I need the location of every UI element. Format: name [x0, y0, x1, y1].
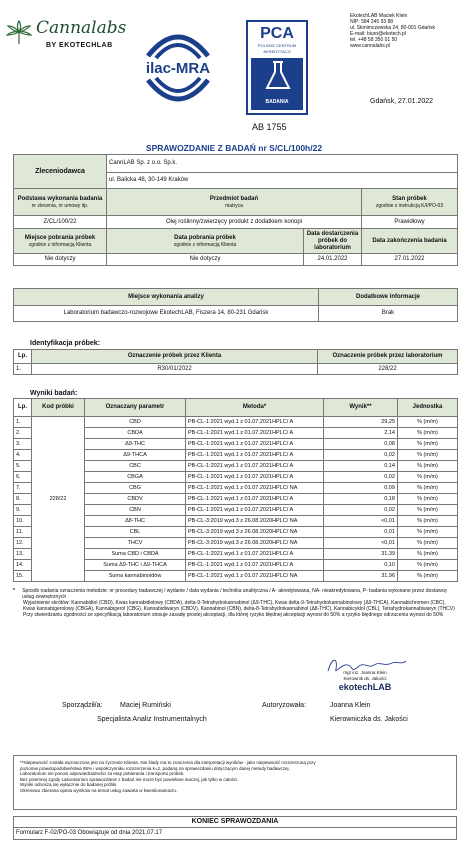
prepared-title: Specjalista Analiz Instrumentalnych [97, 716, 207, 723]
results-table [13, 398, 458, 582]
row-result: 0,02 [324, 450, 398, 461]
row-lp: 9. [14, 505, 32, 516]
row-result: 0,08 [324, 439, 398, 450]
row-result: 31,96 [324, 571, 398, 582]
extra-info-label: Dodatkowe informacje [319, 289, 458, 306]
id-col-lab: Oznaczenie próbek przez laboratorium [318, 350, 458, 364]
disclaimer-line: Bez pisemnej zgody Laboratorium sprawozdanie z badań nie może być powielane inaczej, jak tylko w całości. [20, 776, 239, 782]
row-lp: 12. [14, 538, 32, 549]
client-label: Zleceniodawca [14, 155, 107, 189]
row-method: PB-CL-3:2019 wyd.3 z 26.08.2020HPLC/ NA [186, 538, 324, 549]
res-col-unit: Jednostka [398, 399, 458, 417]
ab-number: AB 1755 [252, 122, 287, 132]
row-unit: % (m/m) [398, 461, 458, 472]
analysis-place-label: Miejsce wykonania analizy [14, 289, 319, 306]
row-param: Suma kannabinoidów [85, 571, 186, 582]
row-unit: % (m/m) [398, 450, 458, 461]
row-param: Δ9-THCA [85, 450, 186, 461]
end-date-label: Data zakończenia badania [362, 229, 458, 254]
row-param: Δ8-THC [85, 516, 186, 527]
disclaimer-box [13, 755, 457, 810]
row-method: PB-CL-1:2021 wyd.1 z 01.07.2021HPLC/ NA [186, 483, 324, 494]
report-title: SPRAWOZDANIE Z BADAŃ nr S/CL/100h/22 [145, 143, 323, 153]
row-unit: % (m/m) [398, 428, 458, 439]
row-method: PB-CL-1:2021 wyd.1 z 01.07.2021HPLC/ A [186, 428, 324, 439]
sample-code: 228/22 [32, 417, 85, 582]
sampling-date-value: Nie dotyczy [107, 254, 304, 266]
disclaimer-line: Laboratorium nie ponosi odpowiedzialności za etap pobierania i transportu próbek. [20, 771, 185, 776]
row-result: 0,18 [324, 494, 398, 505]
basis-value: Z/CL/100/22 [14, 216, 107, 229]
row-param: Suma CBD i CBDA [85, 549, 186, 560]
row-lp: 4. [14, 450, 32, 461]
pca-badania-text: BADANIA [265, 99, 289, 105]
row-result: 0,09 [324, 483, 398, 494]
end-text: KONIEC SPRAWOZDANIA [191, 818, 279, 825]
stamp-line2: Kierownik ds. Jakości [343, 676, 387, 681]
authorized-label: Autoryzowała: [262, 702, 306, 709]
company-line: E-mail: biuro@ekotech.pl [350, 31, 406, 37]
id-col-client: Oznaczenie próbek przez Klienta [32, 350, 318, 364]
row-method: PB-CL-1:2021 wyd.1 z 01.07.2021HPLC/ A [186, 417, 324, 428]
row-param: CBN [85, 505, 186, 516]
basis-label: Podstawa wykonania badania [17, 195, 103, 202]
analysis-place-value: Laboratorium badawczo-rozwojowe EkotechLAB, Fiszera 14, 80-231 Gdańsk [14, 306, 319, 322]
pca-sub2: AKREDYTACJI [263, 49, 291, 54]
row-unit: % (m/m) [398, 571, 458, 582]
res-col-lp: Lp. [14, 399, 32, 417]
row-param: Δ9-THC [85, 439, 186, 450]
state-sub: zgodnie z instrukcją K/I/PO-03 [375, 202, 444, 209]
subject-value: Olej roślinny/zwierzęcy produkt z dodatkiem konopi [107, 216, 362, 229]
row-lp: 7. [14, 483, 32, 494]
row-result: <0,01 [324, 538, 398, 549]
disclaimer-line: Wyniki odnoszą się wyłącznie do badanej próbki. [20, 782, 118, 787]
subject-label: Przedmiot badań [209, 195, 259, 202]
company-line: NIP: 584 245 93 88 [350, 19, 394, 25]
id-col-lp: Lp. [14, 350, 32, 364]
ilac-mra-logo [138, 18, 218, 118]
table-row [14, 417, 458, 428]
disclaimer-line: Okresowo zbierana opinia wyników na temat usług zawarta w kwestionariuszu. [20, 787, 178, 793]
signature-stamp [320, 655, 410, 697]
row-unit: % (m/m) [398, 527, 458, 538]
identification-title: Identyfikacja próbek: [30, 340, 101, 347]
row-param: CBG [85, 483, 186, 494]
row-lp: 14. [14, 560, 32, 571]
delivery-date-value: 24.01.2022 [304, 254, 362, 266]
row-param: Suma Δ9-THC i Δ9-THCA [85, 560, 186, 571]
company-line: tel. +48 58 350 01 50 [350, 37, 398, 43]
row-lp: 2. [14, 428, 32, 439]
row-method: PB-CL-1:2021 wyd.1 z 01.07.2021HPLC/ NA [186, 571, 324, 582]
state-value: Prawidłowy [362, 216, 458, 229]
row-method: PB-CL-1:2021 wyd.1 z 01.07.2021HPLC/ A [186, 450, 324, 461]
row-result: 2,14 [324, 428, 398, 439]
row-method: PB-CL-1:2021 wyd.1 z 01.07.2021HPLC/ A [186, 560, 324, 571]
table-row: 1. R30/01/2022 228/22 [14, 364, 458, 375]
row-result: 0,01 [324, 527, 398, 538]
company-info [350, 13, 465, 49]
row-method: PB-CL-1:2021 wyd.1 z 01.07.2021HPLC/ A [186, 549, 324, 560]
end-date-value: 27.01.2022 [362, 254, 458, 266]
row-lp: 3. [14, 439, 32, 450]
row-lp: 8. [14, 494, 32, 505]
client-table [13, 154, 458, 189]
brand-name: Cannalabs [36, 18, 127, 38]
client-address: ul. Balicka 48, 30-149 Kraków [107, 173, 458, 189]
sampling-place-label: Miejsce pobrania próbek [24, 234, 96, 241]
row-method: PB-CL-3:2019 wyd.3 z 26.08.2020HPLC/ NA [186, 516, 324, 527]
basis-table [13, 188, 458, 266]
row-result: 0,02 [324, 472, 398, 483]
row-result: 29,25 [324, 417, 398, 428]
row-method: PB-CL-3:2019 wyd.3 z 26.08.2020HPLC/ NA [186, 527, 324, 538]
row-unit: % (m/m) [398, 483, 458, 494]
row-unit: % (m/m) [398, 439, 458, 450]
row-result: 0,02 [324, 505, 398, 516]
row-lp: 1. [14, 417, 32, 428]
row-result: 31,39 [324, 549, 398, 560]
disclaimer-line: poziomie prawdopodobieństwa 95% i współczynniku rozszerzenia k=2, podaną na sprawozdaniu dotyczącym danej metody badawczej. [20, 765, 290, 771]
row-unit: % (m/m) [398, 417, 458, 428]
basis-sub: nr zlecenia, nr umowy itp. [31, 202, 89, 209]
row-lp: 6. [14, 472, 32, 483]
row-unit: % (m/m) [398, 505, 458, 516]
brand-logo [6, 10, 127, 60]
pca-sub1: POLSKIE CENTRUM [257, 43, 297, 48]
res-col-param: Oznaczany parametr [85, 399, 186, 417]
pca-logo [246, 20, 308, 115]
footnote-rule: Przy stwierdzaniu zgodności ze specyfikacją laboratorium stosuje zasadę prostej akceptacji, dla której ryzyko błędnej akceptacji wynosi do 50% a ryzyko błędnego odrzucenia wynosi do 50% [23, 612, 444, 618]
authorized-name: Joanna Klein [330, 702, 371, 709]
row-lp: 5. [14, 461, 32, 472]
company-line: www.cannalabs.pl [350, 43, 391, 49]
results-title: Wyniki badań: [30, 390, 78, 397]
pca-text: PCA [260, 25, 294, 42]
row-method: PB-CL-1:2021 wyd.1 z 01.07.2021HPLC/ A [186, 472, 324, 483]
brand-subtitle: BY EKOTECHLAB [46, 42, 113, 49]
form-code-box [13, 828, 457, 840]
prepared-name: Maciej Rumiński [120, 702, 171, 709]
row-lp: 15. [14, 571, 32, 582]
prepared-label: Sporządził/a: [62, 702, 103, 709]
disclaimer-line: **Niepewność została wyznaczona jest na życzenie Klienta. Nie ślady ma to znaczenia dla interpretacji wyników - jako niepewność rozszerzoną przy [20, 760, 316, 765]
authorized-title: Kierowniczka ds. Jakości [330, 716, 408, 723]
client-name: CannLAB Sp. z o.o. Sp.k. [107, 155, 458, 173]
res-col-result: Wynik** [324, 399, 398, 417]
footnote-abbr: Wyjaśnienie skrótów: Kannabidiol (CBD), Kwas kannabidiolowy (CBDA), delta-9-Tetrahydrokannabinol (Δ9-THC), Kwas delta-9-Tetrahydrokannabinolowy (Δ9-THCA), Kannabichromen (CBC), Kwas kannabigerolowy (CBGA), Kannabigerol (CBG), Kannabidiwaryn (CBDV), Kannabinol (CBN), delta-8-Tetrahydrokannabinol (Δ8-THC), Kannabicyklol (CBL), Tetrahydrokannabiwaryn (THCV) [23, 600, 455, 612]
row-lp: 13. [14, 549, 32, 560]
ilac-mra-text: ilac-MRA [145, 60, 211, 77]
row-param: CBC [85, 461, 186, 472]
form-code: Formularz F-02/PO-03 Obowiązuje od dnia 2021.07.17 [16, 830, 163, 836]
sampling-date-sub: zgodnie z informacją Klienta [173, 241, 237, 248]
row-result: <0,01 [324, 516, 398, 527]
row-result: 0,14 [324, 461, 398, 472]
row-param: THCV [85, 538, 186, 549]
pca-badge [251, 58, 303, 110]
row-param: CBD [85, 417, 186, 428]
row-unit: % (m/m) [398, 516, 458, 527]
row-unit: % (m/m) [398, 549, 458, 560]
cannabis-leaf-icon [6, 20, 32, 46]
company-line: EkotechLAB Maciek Klein [350, 13, 408, 19]
res-col-method: Metoda* [186, 399, 324, 417]
analysis-place-table [13, 288, 458, 322]
delivery-date-label: Data dostarczenia próbek do laboratorium [304, 229, 362, 254]
end-box [13, 816, 457, 828]
row-result: 0,10 [324, 560, 398, 571]
footnotes: * Sposób nadania oznaczenia metodzie: nr procedury badawczej / wydanie / data wydania / technika analityczna / A- akredytowana, NA- nieakredytowana, P- badania wykonane przez dostawcę usług zewnętrznych Wyjaśnienie skrótów: Kannabidiol (CBD), Kwas kannabidiolowy (CBDA), delta-9-Tetrahydrokannabinol (Δ9-THC), Kwas delta-9-Tetrahydrokannabinolowy (Δ9-THCA), Kannabichromen (CBC), Kwas kannabigerolowy (CBGA), Kannabigerol (CBG), Kannabidiwaryn (CBDV), Kannabinol (CBN), delta-8-Tetrahydrokannabinol (Δ8-THC), Kannabicyklol (CBL), Tetrahydrokannabiwaryn (THCV) Przy stwierdzaniu zgodności ze specyfikacją laboratorium stosuje zasadę prostej akceptacji, dla której ryzyko błędnej akceptacji wynosi do 50% a ryzyko błędnego odrzucenia wynosi do 50% [13, 588, 455, 618]
company-line: ul. Słonimczewska 24, 80-001 Gdańsk [350, 25, 436, 31]
sampling-place-sub: zgodnie z informacją Klienta [28, 241, 92, 248]
row-method: PB-CL-1:2021 wyd.1 z 01.07.2021HPLC/ A [186, 505, 324, 516]
stamp-line1: mgr inż. Joanna Klein [343, 670, 387, 675]
row-unit: % (m/m) [398, 472, 458, 483]
row-unit: % (m/m) [398, 494, 458, 505]
subject-sub: matryca [225, 202, 243, 209]
row-lp: 10. [14, 516, 32, 527]
flask-icon [251, 58, 305, 94]
identification-table [13, 349, 458, 375]
row-method: PB-CL-1:2021 wyd.1 z 01.07.2021HPLC/ A [186, 439, 324, 450]
res-col-code: Kod próbki [32, 399, 85, 417]
state-label: Stan próbek [392, 195, 427, 202]
row-method: PB-CL-1:2021 wyd.1 z 01.07.2021HPLC/ A [186, 494, 324, 505]
row-param: CBDV [85, 494, 186, 505]
row-unit: % (m/m) [398, 538, 458, 549]
report-date: Gdańsk, 27.01.2022 [370, 98, 434, 105]
row-param: CBDA [85, 428, 186, 439]
footnote-method: Sposób nadania oznaczenia metodzie: nr procedury badawczej / wydanie / data wydania / technika analityczna / A- akredytowana, NA- nieakredytowana, P- badania wykonane przez dostawcę usług zewnętrznych [22, 588, 447, 600]
row-lp: 11. [14, 527, 32, 538]
stamp-brand: ekotechLAB [338, 682, 392, 692]
row-method: PB-CL-1:2021 wyd.1 z 01.07.2021HPLC/ A [186, 461, 324, 472]
row-unit: % (m/m) [398, 560, 458, 571]
row-param: CBGA [85, 472, 186, 483]
sampling-date-label: Data pobrania próbek [174, 234, 236, 241]
sampling-place-value: Nie dotyczy [14, 254, 107, 266]
row-param: CBL [85, 527, 186, 538]
extra-info-value: Brak [319, 306, 458, 322]
